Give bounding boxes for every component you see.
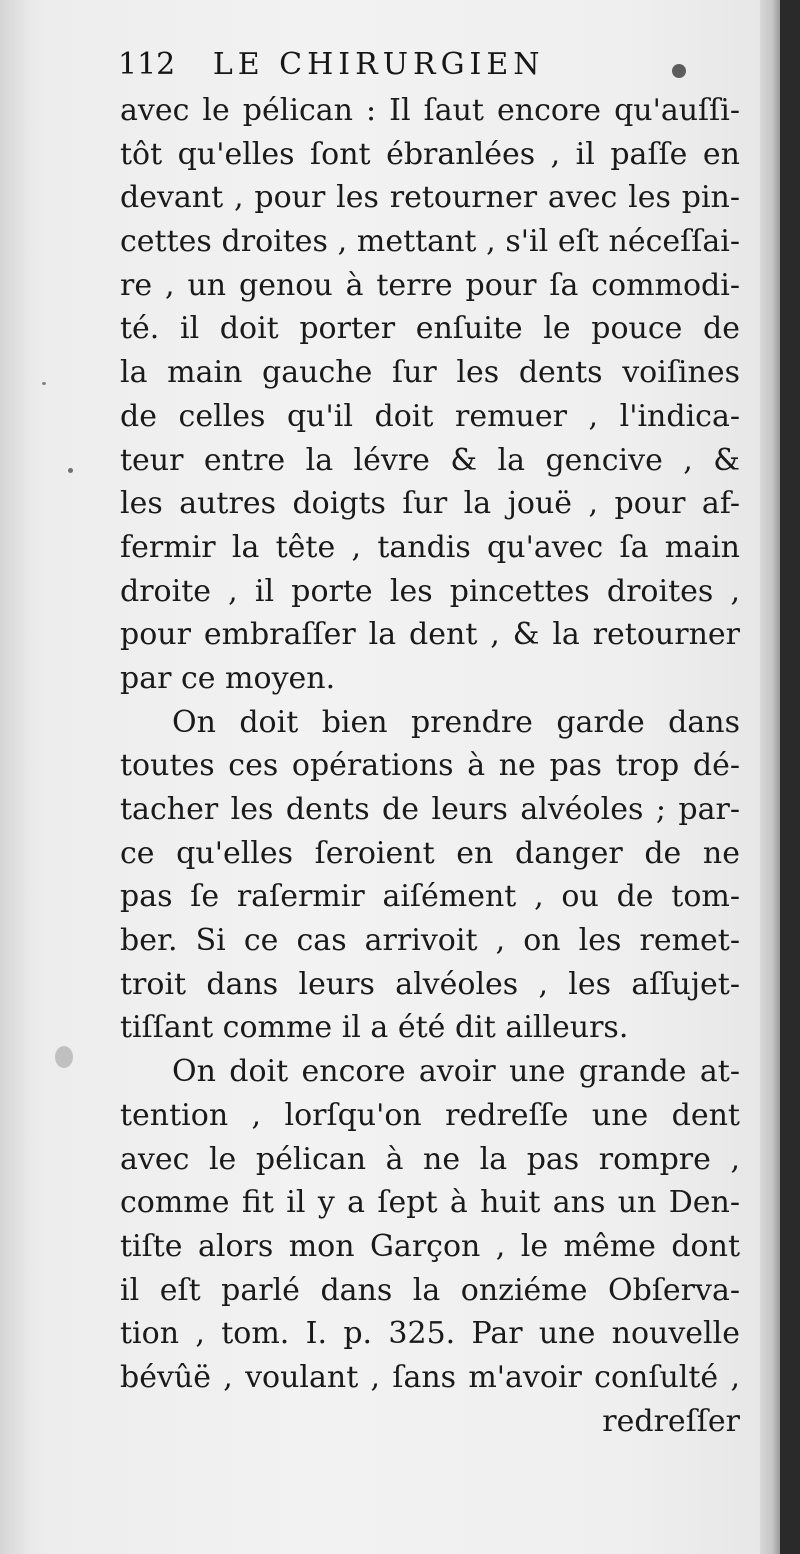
text-line: tiſſant comme il a été dit ailleurs. [120,1010,629,1046]
text-line: troit dans leurs alvéoles , les aſſujet- [120,966,740,1002]
page-number: 112 [118,47,176,82]
text-line: par ce moyen. [120,660,336,696]
text-line: tacher les dents de leurs alvéoles ; par- [120,792,740,827]
ink-spot [55,1046,73,1068]
text-line: fermir la tête , tandis qu'avec ſa main [120,529,740,565]
paragraph-start-line: On doit encore avoir une grande at- [172,1054,740,1090]
text-line: droite , il porte les pincettes droites , [120,573,740,609]
text-line: tiſte alors mon Garçon , le même dont [120,1228,740,1264]
text-line: comme fit il y a ſept à huit ans un Den- [120,1185,740,1221]
text-line: tôt qu'elles ſont ébranlées , il paſſe en [120,136,740,172]
text-line: té. il doit porter enſuite le pouce de [120,311,740,347]
text-line: teur entre la lévre & la gencive , & [120,442,740,478]
page-edge-shadow [760,0,780,1554]
text-line: devant , pour les retourner avec les pin- [120,180,740,216]
text-line: de celles qu'il doit remuer , l'indica- [120,398,740,434]
text-line: bévûë , voulant , ſans m'avoir conſulté , [120,1359,740,1395]
text-line: la main gauche ſur les dents voiſines [120,355,740,391]
body-text [120,89,740,1443]
text-line: pas ſe raſermir aiſément , ou de tom- [120,879,740,915]
text-line: re , un genou à terre pour ſa commodi- [120,267,740,303]
text-line: cettes droites , mettant , s'il eſt néceſſai- [120,224,740,260]
running-title: LE CHIRURGIEN [212,47,545,82]
text-line: tention , lorſqu'on redreſſe une dent [120,1097,740,1133]
ink-spot [68,468,73,473]
catchword: redreſſer [602,1403,740,1439]
ink-spot [42,382,46,385]
text-line: il eſt parlé dans la onziéme Obſerva- [120,1272,740,1308]
text-line: toutes ces opérations à ne pas trop dé- [120,748,740,784]
text-line: les autres doigts ſur la jouë , pour af- [120,486,740,522]
page-header [118,40,738,90]
text-line: pour embraſſer la dent , & la retourner [120,617,740,653]
text-line: avec le pélican : Il ſaut encore qu'auſſi- [120,93,740,128]
text-line: ce qu'elles ſeroient en danger de ne [120,835,740,871]
text-line: ber. Si ce cas arrivoit , on les remet- [120,923,740,959]
ink-spot [672,64,686,78]
text-line: avec le pélican à ne la pas rompre , [120,1141,740,1177]
paragraph-start-line: On doit bien prendre garde dans [172,704,740,740]
text-line: tion , tom. I. p. 325. Par une nouvelle [120,1316,740,1352]
